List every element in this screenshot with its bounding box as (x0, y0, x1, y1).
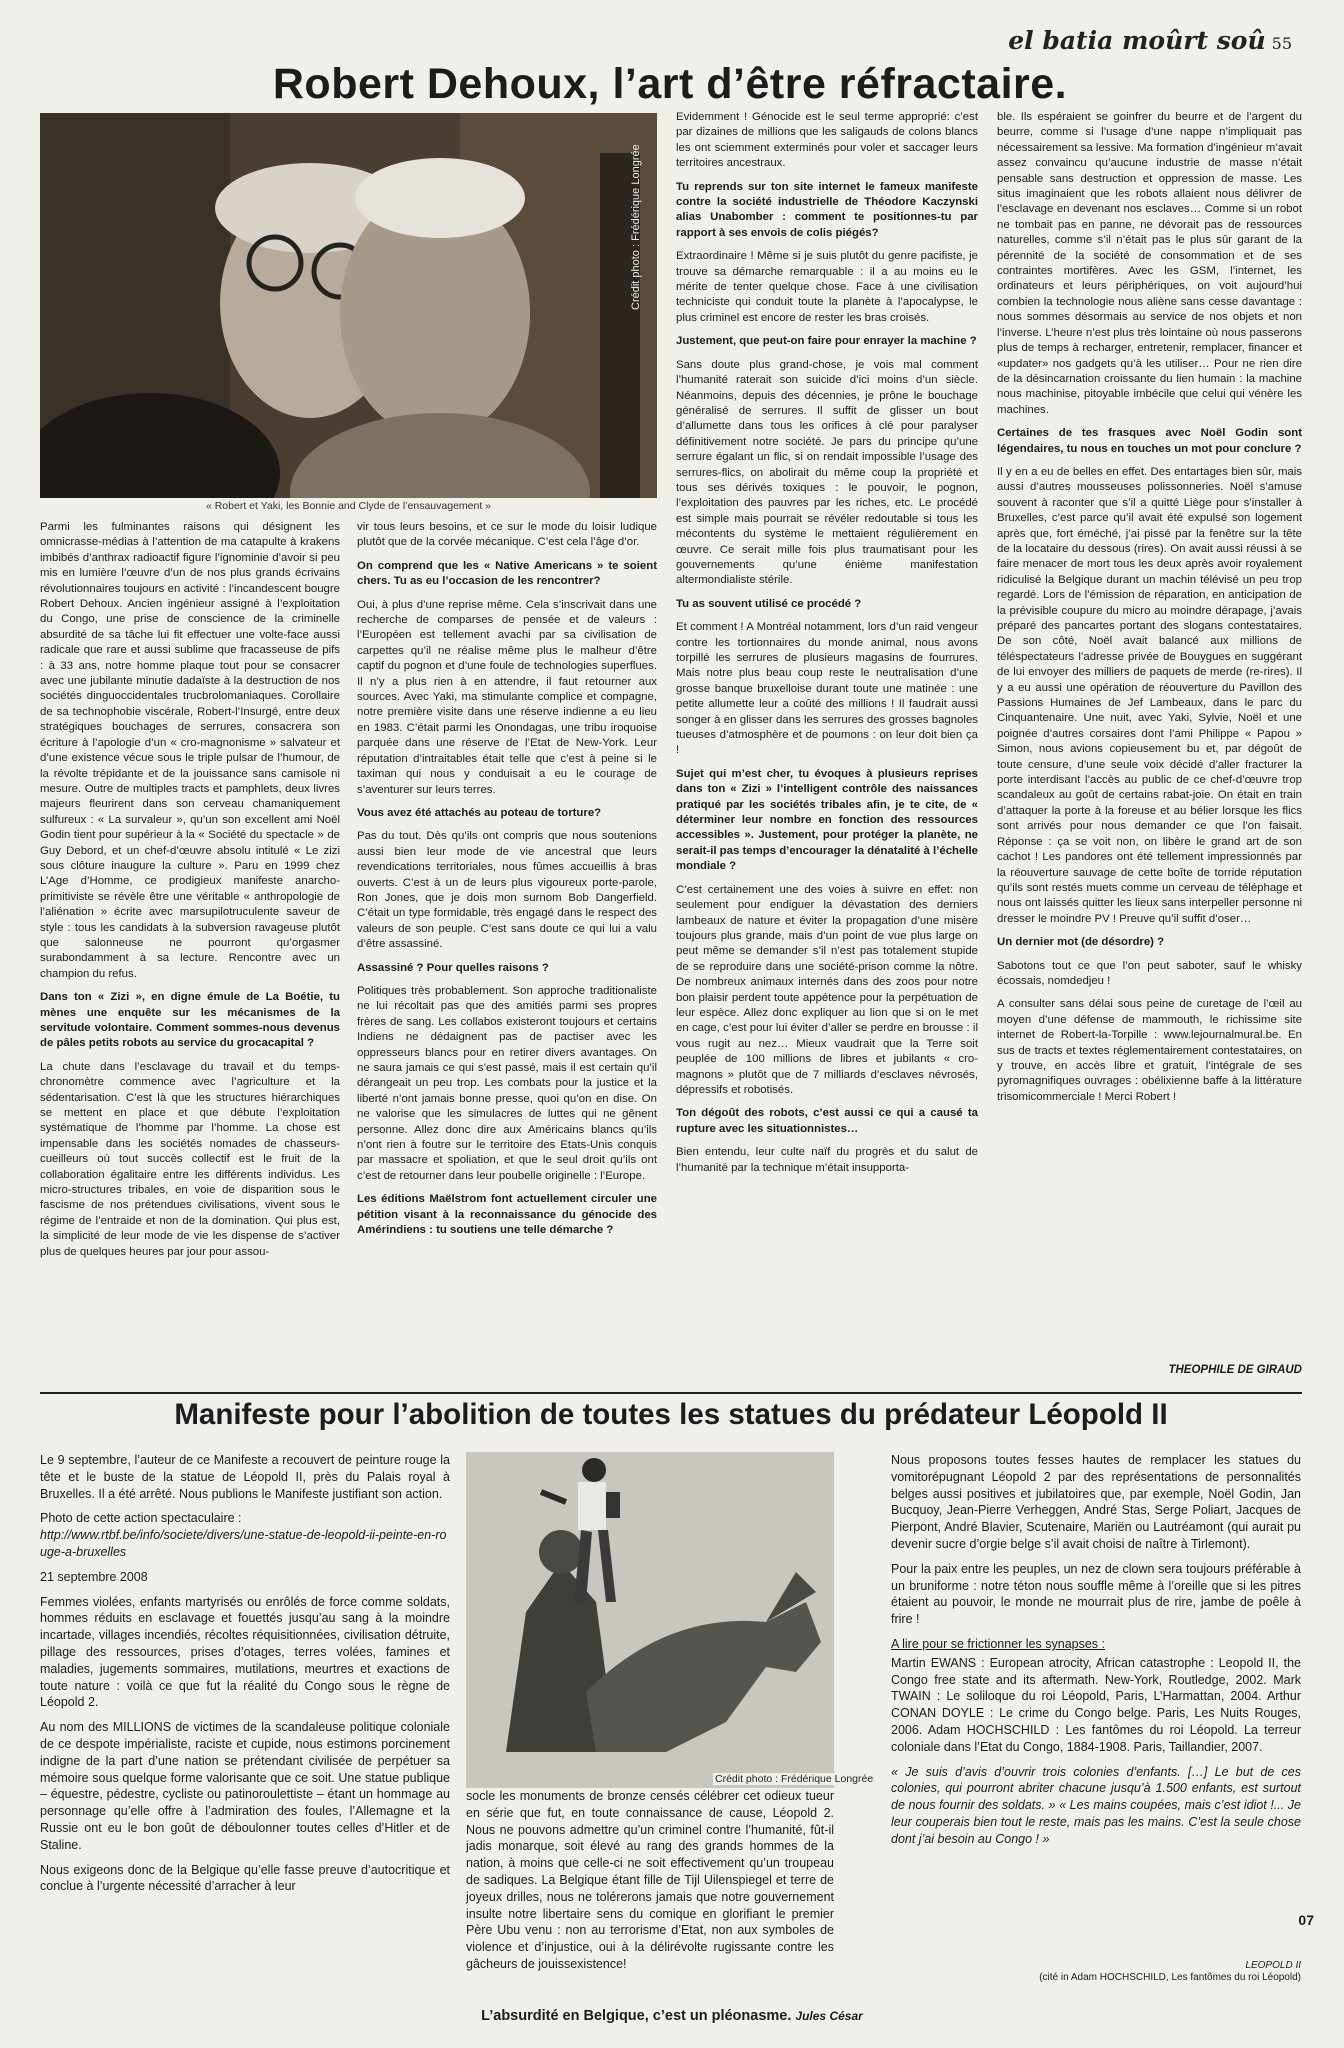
paragraph: Au nom des MILLIONS de victimes de la scandaleuse politique coloniale de ce despote impérialiste, raciste et cupide, nous estimons porcinement indigne de la part d’une nation se prétendant civilisée de perpétuer sa mémoire sous quelque forme valorisante que ce soit. Une statue publique – équestre, pédestre, cycliste ou patinoroulettiste – étant un hommage au personnage qu’elle offre à l’admiration des foules, l’Allemagne et la Russie ont eu le bon goût de déboulonner toutes celles d’Hitler et de Staline. (40, 1720, 450, 1852)
portrait-photo-credit: Crédit photo : Frédérique Longrée (630, 144, 642, 310)
statue-photo-image (466, 1452, 834, 1788)
article-signature: THEOPHILE DE GIRAUD (1168, 1364, 1302, 1376)
manifesto-date: 21 septembre 2008 (40, 1569, 148, 1584)
reading-list: Martin EWANS : European atrocity, African catastrophe : Leopold II, the Congo free state and its aftermath. New-York, Routledge, 2002. Mark TWAIN : Le soliloque du roi Léopold, Paris, L’Harmattan, 2004. Arthur CONAN DOYLE : Le crime du Congo belge. Paris, Les Nuits Rouges, 2006. Adam HOCHSCHILD : Les fantômes du roi Léopold. La terreur coloniale dans l’Etat du Congo, 1884-1908. Paris, Taillandier, 2007. (891, 1655, 1301, 1754)
paragraph: Oui, à plus d’une reprise même. Cela s’inscrivait dans une recherche de comparses de pensée et de valeurs : l’Européen est tellement avachi par sa civilisation de carpettes qu’il ne réalise même plus le malheur d’être captif du pognon et d’une foule de technologies superflues. Il n’y a plus rien à en attendre, il faut retourner aux sources. Avec Yaki, ma stimulante complice et compagne, notre première visite dans une réserve indienne a eu lieu en 1983. C’était parmi les Onondagas, une tribu iroquoise parquée dans une réserve de l’Etat de New-York. Leur réputation d’intraitables était telle que c’est à peine si le taximan qui nous y conduisait a eu le courage de s’aventurer sur leurs terres. (357, 598, 657, 796)
interview-question: Ton dégoût des robots, c’est aussi ce qui a causé ta rupture avec les situationnistes… (676, 1107, 978, 1135)
article-column-3 (676, 110, 978, 1184)
paragraph: Politiques très probablement. Son approche traditionaliste ne lui récoltait pas que des amitiés parmi ses propres frères de sang. Les collabos existeront toujours et certains Indiens ne dédaignent pas de pactiser avec les oppresseurs blancs pour en retirer divers avantages. On ne saura jamais ce qui s’est passé, mais il est certain qu’il dérangeait un peu trop. Les combats pour la justice et la liberté n’ont jamais bonne presse, quoi qu’on en dise. On ne valorise que les simulacres de luttes qui ne gênent personne. Allez donc dire aux Américains blancs qu’ils n’ont rien à foutre sur le territoire des Etats-Unis conquis par massacre et spoliation, et que le seul droit qu’ils ont c’est de retourner dans leur poubelle originelle : l’Europe. (357, 984, 657, 1182)
manifesto-title: Manifeste pour l’abolition de toutes les statues du prédateur Léopold II (174, 1398, 1168, 1431)
interview-question: Assassiné ? Pour quelles raisons ? (357, 961, 549, 974)
masthead-page-number: 55 (1271, 34, 1292, 53)
manifesto-intro: Le 9 septembre, l’auteur de ce Manifeste a recouvert de peinture rouge la tête et le buste de la statue de Léopold II, près du Palais royal à Bruxelles. Il a été arrêté. Nous publions le Manifeste justifiant son action. (40, 1453, 450, 1501)
paragraph: Extraordinaire ! Même si je suis plutôt du genre pacifiste, je trouve sa démarche remarquable : il a au moins eu le mérite de tenter quelque chose. Face à une civilisation techniciste qui conduit toute la planète à l’apocalypse, le plus criminel est encore de rester les bras croisés. (676, 250, 978, 324)
paragraph: socle les monuments de bronze censés célébrer cet odieux tueur en série que fut, en toute connaissance de cause, Léopold 2. Nous ne pouvons admettre qu’un criminel contre l’humanité, fût-il jadis monarque, soit élevé au rang des grands hommes de la nation, à moins que celle-ci ne soit effectivement qu’un troupeau de sadiques. La Belgique étant fille de Tijl Uilenspiegel et terre de joyeux drilles, nous ne tolérerons jamais que notre gouvernement insulte notre libertaire sens du comique en glorifiant le premier Père Ubu venu : non au terrorisme d’Etat, non aux symboles de violence et d’injustice, oui à la délirévolte rugissante contre les gâcheurs de jouissexistence! (466, 1789, 834, 1971)
manifesto-column-3 (891, 1452, 1301, 1856)
portrait-photo-image (40, 113, 657, 498)
paragraph: Pour la paix entre les peuples, un nez de clown sera toujours préférable à un bruniforme : notre téton nous souffle même à l’oreille que si les pitres étaient au pouvoir, le monde ne mourrait plus de rire, jambe de poêle à frire ! (891, 1561, 1301, 1627)
quote-attribution (891, 1960, 1301, 1984)
quote-author: LEOPOLD II (1245, 1960, 1301, 1971)
paragraph: Il y en a eu de belles en effet. Des entartages bien sûr, mais aussi d’autres mousseuses polissonneries. Noël s’amuse souvent à raconter que s’il a quitté Liège pour s’installer à Bruxelles, c’est parce qu’il avait été expulsé son logement après que, fort éméché, j’ai pissé par la fenêtre sur la tête de la locataire du dessous (rires). On avait aussi réussi à se faire menacer de mort tous les deux après avoir royalement ridiculisé la Belgique durant un machin télévisé un peu trop regardé. Lors de l’émission de réparation, en anticipation de la prévisible coupure du micro au moindre dérapage, j’avais préparé des pancartes portant des slogans contestataires. De son côté, Noël avait balancé aux millions de téléspectateurs l’adresse privée de Bouygues en suggérant de lui envoyer des milliers de paquets de merde (re-rires). Il y a eu aussi une opération de réouverture du Pavillon des Passions Humaines de Jef Lambeaux, dans le parc du Cinquantenaire. Une nuit, avec Yaki, Sylvie, Noël et une poignée d’autres corsaires dont l’ami Philippe « Papou » Simon, nous avions copieusement bu et, par dégoût de toute censure, d’une seule voix décidé d’aller fracturer la porte interdisant l’accès au public de ce chef-d’œuvre trop scandaleux au goût de certains rabat-joie. On était en train d’attaquer la porte à la foreuse et au bélier lorsque les flics sont arrivés pour nous demander ce que l’on faisait. Réponse : ça se voit non, on libère le grand art de son cachot ! Les pandores ont été tellement impressionnés par la réouverture sauvage de cette boîte de torride réputation qu’ils sont restés muets comme un cerveau de téléphage et nous ont laissés quitter les lieux sans interpeller personne ni dresser le moindre PV ! Preuve qu’il suffit d’oser… (997, 465, 1302, 925)
interview-question: On comprend que les « Native Americans » te soient chers. Tu as eu l’occasion de les rencontrer? (357, 559, 657, 588)
paragraph: Sabotons tout ce que l’on peut saboter, sauf le whisky écossais, nomdedjeu ! (997, 959, 1302, 987)
interview-question: Vous avez été attachés au poteau de torture? (357, 806, 602, 819)
interview-question: Justement, que peut-on faire pour enrayer la machine ? (676, 335, 977, 348)
interview-question: Dans ton « Zizi », en digne émule de La Boétie, tu mènes une enquête sur les mécanismes de la servitude volontaire. Comment sommes-nous devenus de pâles petits robots au service du grocacapital ? (40, 991, 340, 1050)
paragraph: C’est certainement une des voies à suivre en effet: non seulement pour endiguer la dévastation des derniers lambeaux de nature et éviter la propagation d’une misère toujours plus grande, mais d’un point de vue plus large on peut même se demander s’il n’est pas totalement stupide de se reproduire dans une société-prison comme la nôtre. De nombreux animaux internés dans des zoos pour notre bon plaisir perdent toute appétence pour la perpétuation de leur espèce. Allez donc expliquer au lion que si on le met en cage, c’est pour lui éviter d’aller se perdre en brousse : il vous rugit au nez… Mieux vaudrait que la Terre soit peuplée de 100 millions de libres et jubilants « cro-magnons » plutôt que de 7 milliards d’esclaves névrosés, dépressifs et robotisés. (676, 883, 978, 1096)
footer-text: L’absurdité en Belgique, c’est un pléonasme. (481, 2008, 792, 2024)
paragraph: Nous proposons toutes fesses hautes de remplacer les statues du vomitorépugnant Léopold 2 par des représentations de personnalités belges aussi positives et jubilatoires que, par exemple, Noël Godin, Jan Bucquoy, Jean-Pierre Verheggen, André Stas, Serge Poliart, Jacques de Pierpont, André Blavier, Scutenaire, Mariën ou Lautréamont (qui aurait pu devenir sucre d’orgie belge s’il avait choisi de naître à Tirlemont). (891, 1453, 1301, 1551)
manifesto-column-1 (40, 1452, 450, 1903)
paragraph: ble. Ils espéraient se goinfrer du beurre et de l’argent du beurre, comme si l’usage d’une nappe n’impliquait pas nécessairement sa lessive. Ma formation d’ingénieur m’avait assez convaincu qu’aucune industrie de masse n’était pensable sans destruction et oppression de masse. Les situs imaginaient que les robots allaient nous délivrer de l’esclavage en devenant nos esclaves… Comme si un robot ne tombait pas en panne, ne dévorait pas de ressources naturelles, comme s’il n’était pas le plus sûr garant de la pérennité de la société de consommation et de ses contraintes mortifères. Avec les GSM, l’internet, les ordinateurs et leurs périphériques, on voit aujourd’hui combien la technologie nous aliène sans cesse davantage : nous sommes désormais au service de nos objets et non l’inverse. L’heure n’est plus très lointaine où nous passerons plus de temps à recharger, entretenir, remplacer, financer et «updater» nos gadgets qu’à les utiliser… Pour ne rien dire de la désincarnation croissante du lien humain : la machine nous machinise, pitoyable imbécile que celui qui vénère les machines. (997, 111, 1302, 416)
paragraph: Sans doute plus grand-chose, je vois mal comment l’humanité raterait son suicide d’ici moins d’un siècle. Néanmoins, depuis des décennies, je prône le bouchage généralisé de serrures. Il suffit de glisser un bout d’allumette dans tous les orifices à clé pour paralyser définitivement notre société. Je pars du principe qu’une serrure égalant un flic, si on rendait impossible l’usage des serrures-flics, on abolirait du même coup la propriété et tous ses dérivés toxiques : le pouvoir, le pognon, l’exploitation des pauvres par les riches, etc. Le procédé est simple mais pourrait se révéler redoutable si tous les mécontents du système le mettaient régulièrement en œuvre. Ce serait mille fois plus traumatisant pour les gouvernements qu’une énième manifestation altermondialiste stérile. (676, 358, 978, 587)
manifesto-column-2 (466, 1788, 834, 1981)
statue-photo-credit: Crédit photo : Frédérique Longrée (715, 1773, 874, 1785)
paragraph: Parmi les fulminantes raisons qui désignent les omnicrasse-médias à l’attention de ma catapulte à krakens imbibés d’anthrax radioactif figure l’ignominie d’avoir si peu mis en lumière l’œuvre d’un de nos plus grands écrivains révolutionnaires toujours en activité : l’incandescent bougre Robert Dehoux. Ancien ingénieur assigné à l’exploitation du Congo, une prise de conscience de la criminelle absurdité de sa tâche lui fit effectuer une volte-face aussi radicale que rare et aussi sublime que fracasseuse de pifs : à 33 ans, notre homme plaque tout pour se consacrer avec une jubilante minutie dadaïste à la destruction de nos sociétés dinguoccidentales trucbrolomaniaques. Corollaire de sa technophobie viscérale, Robert-l’Insurgé, entre deux stratégiques bouchages de serrures, consacrera son écriture à l’apologie d’un « cro-magnonisme » salvateur et d’une existence vécue sous le triple pulsar de l’humour, de la révolte trépidante et de la jouissance sans camisole ni mesure. Outre de multiples tracts et pamphlets, deux livres majeurs fleurirent dans son cerveau chamaniquement sulfureux : « La survaleur », qu’un son excellent ami Noël Godin tient pour supérieur à la « Société du spectacle » de Guy Debord, et un chef-d’œuvre absolu intitulé « Le zizi sous clôture inaugure la culture ». Paru en 1999 chez L’Age d’Homme, ce prodigieux manifeste anarcho-primitiviste se révèle être une véritable « anthropologie de l’aliénation » écrite avec marsupilotruculente saveur de style : tous les candidats à la subversion ravageuse plutôt que salonneuse ne pourront qu’orgasmer surabondamment à sa lecture. Rencontre avec un champion du refus. (40, 521, 340, 980)
interview-question: Certaines de tes frasques avec Noël Godin sont légendaires, tu nous en touches un mot pour conclure ? (997, 427, 1302, 455)
interview-question: Tu reprends sur ton site internet le fameux manifeste contre la société industrielle de Théodore Kaczynski alias Unabomber : comment te positionnes-tu par rapport à ses envois de colis piégés? (676, 180, 978, 239)
statue-photo (466, 1452, 834, 1788)
footer-quote (0, 2008, 1344, 2024)
page-number: 07 (1298, 1912, 1314, 1928)
paragraph: Et comment ! A Montréal notamment, lors d’un raid vengeur contre les tortionnaires du monde animal, nous avons torpillé les serrures de plusieurs magasins de fourrures. Mais notre plus beau coup reste le neutralisation d’une grosse banque bruxelloise durant toute une matinée : une petite allumette leur a coûté des millions ! Il faudrait aussi songer à en glisser dans les serrures des grosses bagnoles tueuses d’atmosphère et de poumons : on leur doit bien ça ! (676, 621, 978, 757)
article-column-2 (357, 520, 657, 1246)
source-link[interactable]: http://www.rtbf.be/info/societe/divers/une-statue-de-leopold-ii-peinte-en-rouge-a-bruxelles (40, 1528, 447, 1559)
interview-question: Les éditions Maëlstrom font actuellement circuler une pétition visant à la reconnaissance du génocide des Amérindiens : tu soutiens une telle démarche ? (357, 1193, 657, 1237)
paragraph: vir tous leurs besoins, et ce sur le mode du loisir ludique plutôt que de la corvée mécanique. C’est cela l’âge d’or. (357, 521, 657, 549)
paragraph: Pas du tout. Dès qu’ils ont compris que nous soutenions aussi bien leur mode de vie ancestral que leurs revendications territoriales, nous fûmes accueillis à bras ouverts. C’est à un de leurs plus vigoureux porte-parole, Ron Jones, que je dois mon surnom Bob Dangerfield. C’était un type formidable, très engagé dans le respect des valeurs de son peuple. C’est sans doute ce qui lui a valu d’être assassiné. (357, 830, 657, 951)
portrait-photo (40, 113, 657, 498)
paragraph: A consulter sans délai sous peine de curetage de l’œil au moyen d’une défense de mammouth, le richissime site internet de Robert-la-Torpille : www.lejournalmural.be. En sus de tracts et textes réglementairement contestataires, on y trouve, en accès libre et gratuit, l’intégrale de ses pyromagnifiques ouvrages : obélixienne baffe à la littérature trisomicommerciale ! Merci Robert ! (997, 998, 1302, 1103)
paragraph: Bien entendu, leur culte naïf du progrès et du salut de l’humanité par la technique m’était insupporta- (676, 1146, 978, 1174)
paragraph: Evidemment ! Génocide est le seul terme approprié: c’est par dizaines de millions que les saligauds de colons blancs les ont sciemment exterminés pour voler et saccager leurs territoires ancestraux. (676, 111, 978, 170)
paragraph: Nous exigeons donc de la Belgique qu’elle fasse preuve d’autocritique et conclue à l’urgente nécessité d’arracher à leur (40, 1862, 450, 1894)
footer-author: Jules César (795, 2009, 863, 2023)
paragraph: Femmes violées, enfants martyrisés ou enrôlés de force comme soldats, hommes réduits en esclavage et fouettés jusqu’au sang à la moindre incartade, villages incendiés, récoltes réquisitionnées, civilisation détruite, pillage des ressources, prises d’otages, terres volées, famines et maladies, jugements sommaires, mutilations, meurtres et exactions de toute nature : voilà ce que fut la réalité du Congo sous le règne de Léopold 2. (40, 1594, 450, 1710)
article-title: Robert Dehoux, l’art d’être réfractaire. (272, 60, 1068, 108)
section-divider (40, 1392, 1302, 1394)
quote-source: (cité in Adam HOCHSCHILD, Les fantômes du roi Léopold) (1039, 1972, 1301, 1983)
masthead-name: el batia moûrt soû (1008, 26, 1266, 55)
article-column-1 (40, 520, 340, 1268)
interview-question: Un dernier mot (de désordre) ? (997, 936, 1165, 949)
interview-question: Sujet qui m’est cher, tu évoques à plusieurs reprises dans ton « Zizi » l’intelligent contrôle des naissances pratiqué par les sociétés tribales afin, je te cite, de « déterminer leur nombre en fonction des ressources accessibles ». Justement, pour protéger la planète, ne serait-il pas temps d’encourager la dénatalité à l’échelle mondiale ? (676, 767, 978, 873)
paragraph: La chute dans l’esclavage du travail et du temps-chronomètre commence avec l’agriculture et la sédentarisation. C’est là que les structures hiérarchiques se mettent en place et que débute l’exploitation systématique de l’homme par l’homme. La chose est impensable dans les sociétés nomades de chasseurs-cueilleurs où tout succès collectif est le fruit de la collaboration égalitaire entre les différents individus. Les micro-structures tribales, en voie de disparition sous le fascisme de nos prétendues civilisations, vivent sous le régime de l’entraide et non de la domination. Qui plus est, la simplicité de leur mode de vie les dispense de s’activer plus de quelques heures par jour pour assou- (40, 1060, 340, 1258)
interview-question: Tu as souvent utilisé ce procédé ? (676, 597, 862, 610)
portrait-caption: « Robert et Yaki, les Bonnie and Clyde de l’ensauvagement » (205, 500, 492, 512)
photo-label: Photo de cette action spectaculaire : (40, 1511, 242, 1526)
article-column-4 (997, 110, 1302, 1113)
masthead (1008, 26, 1292, 55)
reading-list-title: A lire pour se frictionner les synapses : (891, 1636, 1105, 1651)
leopold-quote: « Je suis d’avis d’ouvrir trois colonies d’enfants. […] Le but de ces colonies, qui pourront abriter chacune jusqu’à 1.500 enfants, est surtout de nous fournir des soldats. » « Les mains coupées, mais c’est idiot !... Je leur couperais bien tout le reste, mais pas les mains. C’est la seule chose dont j’ai besoin au Congo ! » (891, 1764, 1301, 1846)
